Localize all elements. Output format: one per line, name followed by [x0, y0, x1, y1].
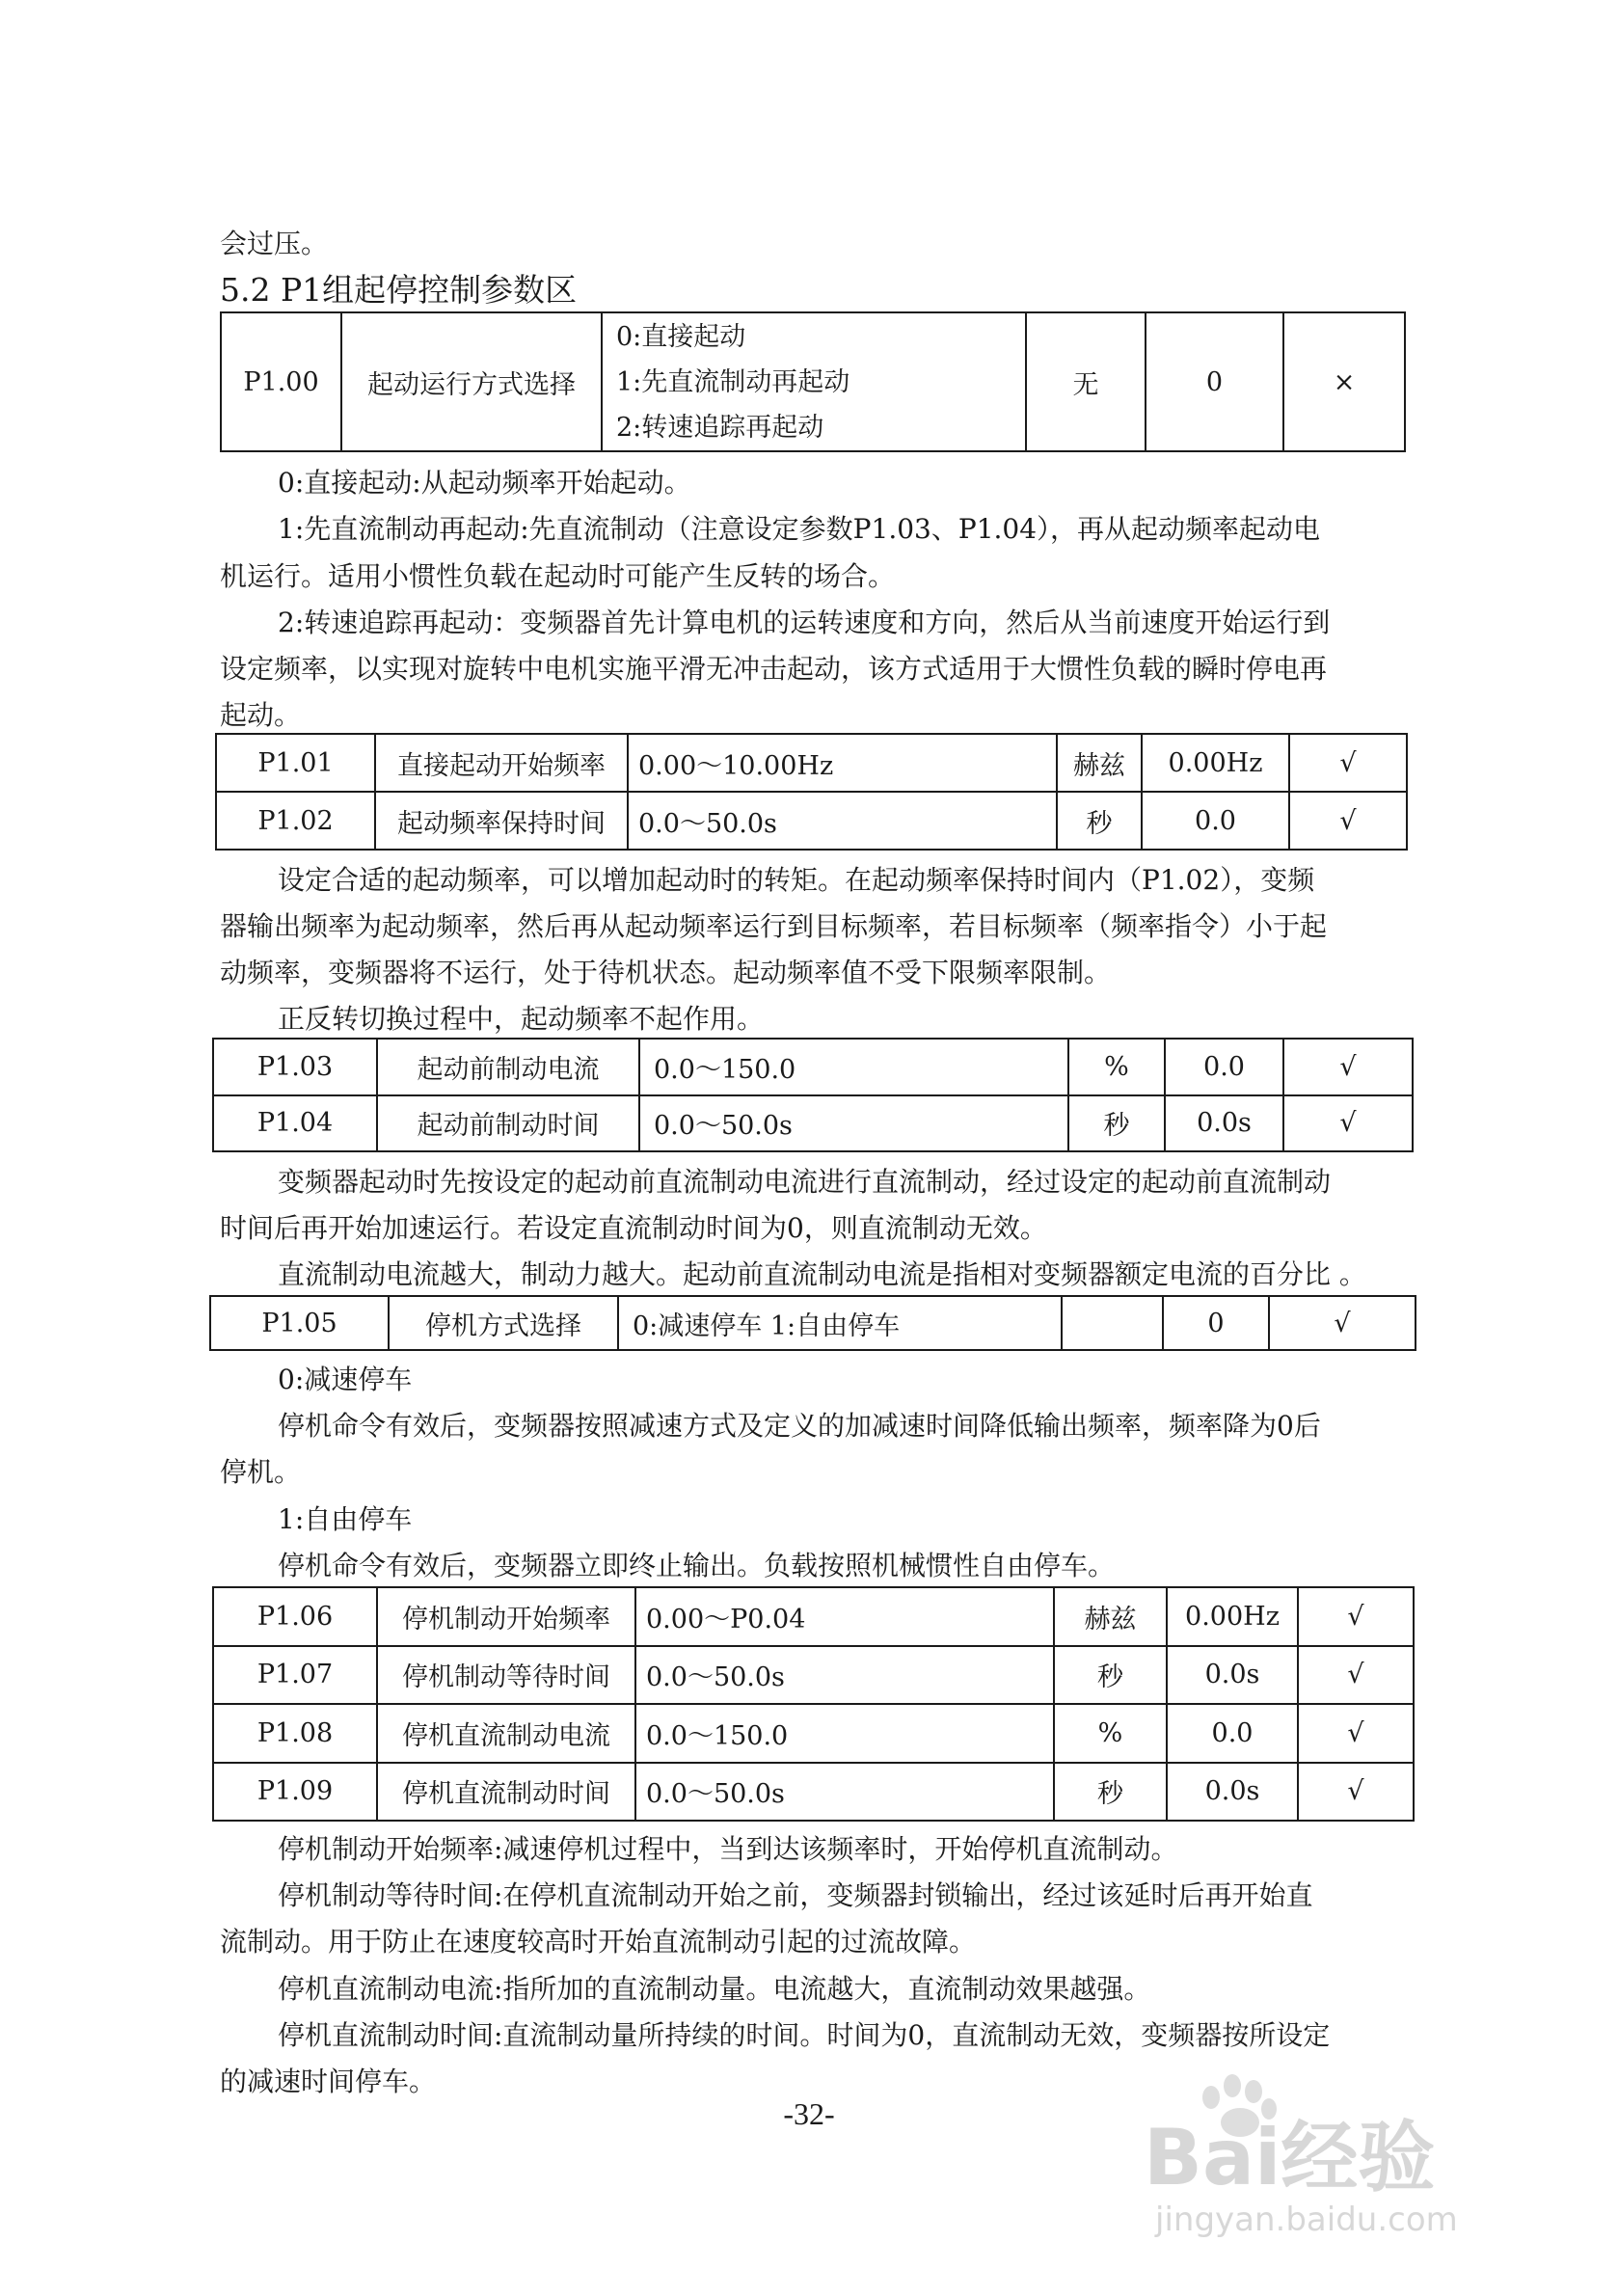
param-modifiable: √: [1298, 1763, 1414, 1822]
param-name: 直接起动开始频率: [375, 734, 628, 792]
intro-line: 会过压。: [220, 228, 329, 259]
table-row: [213, 1704, 1414, 1763]
option-item: 2:转速追踪再起动: [616, 412, 824, 443]
paragraph-line: 设定合适的起动频率，可以增加起动时的转矩。在起动频率保持时间内（P1.02），变频: [278, 864, 1315, 896]
page-number: -32-: [783, 2096, 835, 2131]
table-row: [213, 1763, 1414, 1822]
section-title: 5.2 P1组起停控制参数区: [220, 271, 578, 309]
param-default: 0.00Hz: [1142, 734, 1289, 792]
paragraph-line: 动频率，变频器将不运行，处于待机状态。起动频率值不受下限频率限制。: [220, 957, 1112, 988]
param-code: P1.04: [213, 1095, 377, 1152]
option-item: 1:先直流制动再起动: [616, 366, 850, 397]
param-code: P1.05: [210, 1296, 389, 1350]
param-modifiable: ×: [1283, 312, 1405, 451]
param-options: [602, 312, 1026, 451]
param-unit: 秒: [1057, 792, 1142, 850]
param-modifiable: √: [1298, 1646, 1414, 1705]
param-modifiable: √: [1289, 792, 1407, 850]
param-range: 0.00～10.00Hz: [628, 734, 1057, 792]
param-name: 停机方式选择: [389, 1296, 618, 1350]
paragraph-line: 0:减速停车: [278, 1364, 413, 1395]
param-default: 0.0: [1142, 792, 1289, 850]
paragraph-line: 停机直流制动时间:直流制动量所持续的时间。时间为0，直流制动无效，变频器按所设定: [278, 2019, 1331, 2051]
paragraph-line: 正反转切换过程中，起动频率不起作用。: [278, 1003, 765, 1035]
param-code: P1.00: [221, 312, 341, 451]
param-default: 0: [1163, 1296, 1269, 1350]
param-default: 0: [1146, 312, 1283, 451]
param-code: P1.01: [216, 734, 375, 792]
param-modifiable: √: [1289, 734, 1407, 792]
param-unit: %: [1054, 1704, 1167, 1763]
paragraph-line: 停机直流制动电流:指所加的直流制动量。电流越大，直流制动效果越强。: [278, 1973, 1151, 2005]
param-code: P1.09: [213, 1763, 377, 1822]
param-name: 停机直流制动电流: [377, 1704, 635, 1763]
param-table-p1-03: [212, 1038, 1414, 1152]
param-range: 0.0～50.0s: [639, 1095, 1068, 1152]
param-range: 0.0～50.0s: [628, 792, 1057, 850]
paragraph-line: 停机制动等待时间:在停机直流制动开始之前，变频器封锁输出，经过该延时后再开始直: [278, 1879, 1313, 1911]
param-unit: 无: [1026, 312, 1146, 451]
table-row: [213, 1587, 1414, 1646]
table-row: [216, 734, 1407, 792]
param-table-p1-00: [220, 311, 1406, 452]
paragraph-line: 停机命令有效后，变频器按照减速方式及定义的加减速时间降低输出频率，频率降为0后: [278, 1410, 1321, 1442]
param-default: 0.0: [1165, 1039, 1283, 1095]
param-default: 0.0: [1167, 1704, 1298, 1763]
baidu-watermark-logo: [1136, 2059, 1560, 2242]
param-unit: 秒: [1054, 1763, 1167, 1822]
param-unit: 秒: [1054, 1646, 1167, 1705]
paragraph-line: 流制动。用于防止在速度较高时开始直流制动引起的过流故障。: [220, 1926, 977, 1958]
param-name: 起动前制动电流: [377, 1039, 639, 1095]
paragraph-line: 0:直接起动:从起动频率开始起动。: [278, 467, 691, 499]
table-row: [213, 1646, 1414, 1705]
param-modifiable: √: [1283, 1039, 1413, 1095]
param-code: P1.02: [216, 792, 375, 850]
table-row: [216, 792, 1407, 850]
param-code: P1.08: [213, 1704, 377, 1763]
param-modifiable: √: [1269, 1296, 1416, 1350]
paragraph-line: 停机制动开始频率:减速停机过程中，当到达该频率时，开始停机直流制动。: [278, 1833, 1178, 1865]
param-table-p1-06: [212, 1586, 1415, 1822]
param-default: 0.0s: [1167, 1763, 1298, 1822]
option-item: 0:直接起动: [616, 321, 746, 352]
watermark-url: jingyan.baidu.com: [1155, 2201, 1458, 2239]
param-default: 0.00Hz: [1167, 1587, 1298, 1646]
param-range: 0.00～P0.04: [635, 1587, 1054, 1646]
param-range: 0.0～150.0: [639, 1039, 1068, 1095]
table-row: [213, 1095, 1413, 1152]
param-range: 0.0～50.0s: [635, 1646, 1054, 1705]
param-code: P1.06: [213, 1587, 377, 1646]
param-range: 0:减速停车 1:自由停车: [618, 1296, 1062, 1350]
param-unit: 赫兹: [1054, 1587, 1167, 1646]
param-default: 0.0s: [1165, 1095, 1283, 1152]
watermark-brand: Bai经验: [1144, 2113, 1436, 2202]
param-range: 0.0～50.0s: [635, 1763, 1054, 1822]
param-name: 停机制动等待时间: [377, 1646, 635, 1705]
param-default: 0.0s: [1167, 1646, 1298, 1705]
param-name: 停机制动开始频率: [377, 1587, 635, 1646]
param-name: 起动前制动时间: [377, 1095, 639, 1152]
paragraph-line: 起动。: [220, 699, 302, 731]
param-modifiable: √: [1283, 1095, 1413, 1152]
paragraph-line: 1:先直流制动再起动:先直流制动（注意设定参数P1.03、P1.04），再从起动频率起动电: [278, 513, 1321, 545]
param-unit: 秒: [1068, 1095, 1165, 1152]
paragraph-line: 机运行。适用小惯性负载在起动时可能产生反转的场合。: [220, 560, 896, 592]
table-row: [213, 1039, 1413, 1095]
param-unit: [1062, 1296, 1163, 1350]
param-code: P1.03: [213, 1039, 377, 1095]
param-unit: 赫兹: [1057, 734, 1142, 792]
paragraph-line: 1:自由停车: [278, 1503, 413, 1535]
table-row: [210, 1296, 1416, 1350]
param-name: 起动频率保持时间: [375, 792, 628, 850]
paragraph-line: 停机命令有效后，变频器立即终止输出。负载按照机械惯性自由停车。: [278, 1550, 1116, 1581]
paragraph-line: 的减速时间停车。: [220, 2066, 437, 2097]
param-name: 停机直流制动时间: [377, 1763, 635, 1822]
paragraph-line: 器输出频率为起动频率，然后再从起动频率运行到目标频率，若目标频率（频率指令）小于起: [220, 910, 1328, 942]
param-table-p1-05: [209, 1295, 1416, 1351]
param-table-p1-01: [215, 733, 1408, 851]
table-row: [221, 312, 1405, 451]
param-range: 0.0～150.0: [635, 1704, 1054, 1763]
paragraph-line: 2:转速追踪再起动：变频器首先计算电机的运转速度和方向，然后从当前速度开始运行到: [278, 607, 1331, 638]
paragraph-line: 停机。: [220, 1456, 302, 1488]
param-code: P1.07: [213, 1646, 377, 1705]
param-modifiable: √: [1298, 1587, 1414, 1646]
paragraph-line: 设定频率，以实现对旋转中电机实施平滑无冲击起动，该方式适用于大惯性负载的瞬时停电再: [220, 653, 1328, 685]
paragraph-line: 直流制动电流越大，制动力越大。起动前直流制动电流是指相对变频器额定电流的百分比 。: [278, 1258, 1366, 1290]
param-modifiable: √: [1298, 1704, 1414, 1763]
paragraph-line: 变频器起动时先按设定的起动前直流制动电流进行直流制动，经过设定的起动前直流制动: [278, 1166, 1332, 1198]
paragraph-line: 时间后再开始加速运行。若设定直流制动时间为0，则直流制动无效。: [220, 1212, 1047, 1244]
param-name: 起动运行方式选择: [341, 312, 602, 451]
param-unit: %: [1068, 1039, 1165, 1095]
